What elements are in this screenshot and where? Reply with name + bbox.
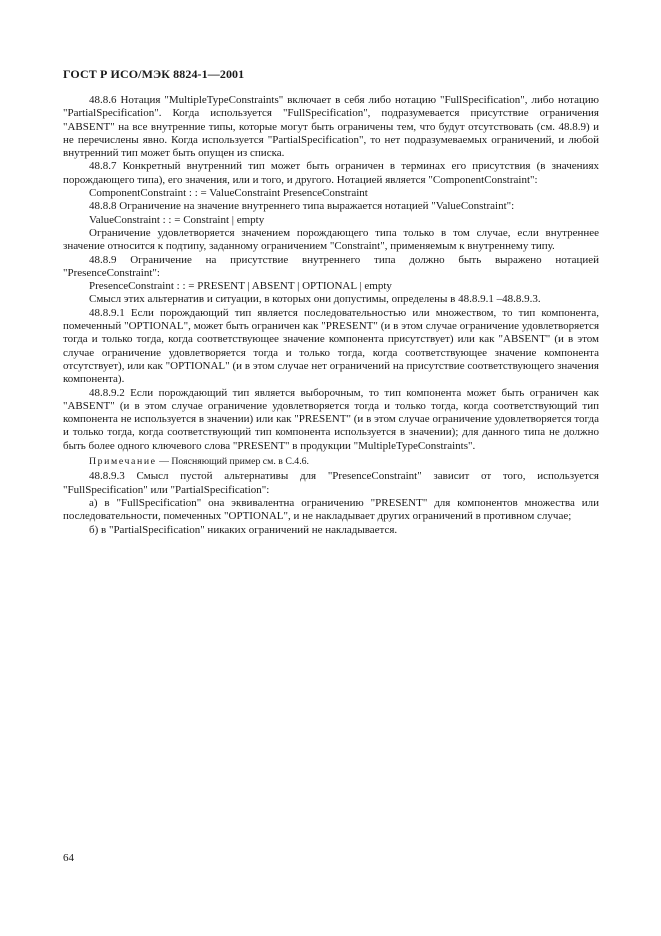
- list-item-a: а) в "FullSpecification" она эквивалентна ограничению "PRESENT" для компонентов множества или последовательности, помеченных "OPTIONAL", и не накладывает других ограничений в противном случае;: [63, 496, 599, 523]
- formula-presence-constraint: PresenceConstraint : : = PRESENT | ABSENT | OPTIONAL | empty: [89, 280, 392, 293]
- list-item-b: б) в "PartialSpecification" никаких ограничений не накладывается.: [89, 523, 398, 536]
- note-paragraph: [63, 455, 599, 468]
- paragraph-constraint-satisfaction: Ограничение удовлетворяется значением порождающего типа только в том случае, если внутреннее значение относится к подтипу, заданному ограничением "Constraint", применяемым к внутреннему типу.: [63, 226, 599, 253]
- paragraph-48-8-9-2: 48.8.9.2 Если порождающий тип является выборочным, то тип компонента может быть ограничен как "ABSENT" (и в этом случае ограничение удовлетворяется тогда и только тогда, когда соответствующий тип компонента не используется в значении) или как "PRESENT" (и в этом случае ограничение удовлетворяется тогда и только тогда, когда соответствующий тип компонента используется в значении); для данного типа не должно быть более одного ключевого слова "PRESENT" в продукции "MultipleTypeConstraints".: [63, 386, 599, 452]
- document-body: [63, 94, 599, 537]
- document-header: ГОСТ Р ИСО/МЭК 8824-1—2001: [63, 67, 245, 81]
- formula-value-constraint: ValueConstraint : : = Constraint | empty: [89, 213, 265, 226]
- paragraph-48-8-9: 48.8.9 Ограничение на присутствие внутреннего типа должно быть выражено нотацией "PresenceConstraint":: [63, 253, 599, 279]
- paragraph-48-8-9-3: 48.8.9.3 Смысл пустой альтернативы для "PresenceConstraint" зависит от того, используется "FullSpecification" или "PartialSpecification":: [63, 470, 599, 496]
- note-label: Примечание: [89, 456, 157, 468]
- note-text: — Поясняющий пример см. в С.4.6.: [156, 456, 310, 468]
- paragraph-48-8-8: 48.8.8 Ограничение на значение внутреннего типа выражается нотацией "ValueConstraint":: [89, 200, 515, 213]
- formula-component-constraint: ComponentConstraint : : = ValueConstraint PresenceConstraint: [89, 187, 368, 200]
- paragraph-alternatives-meaning: Смысл этих альтернатив и ситуации, в которых они допустимы, определены в 48.8.9.1 –48.8.9.3.: [89, 293, 541, 306]
- paragraph-48-8-9-1: 48.8.9.1 Если порождающий тип является последовательностью или множеством, то тип компонента, помеченный "OPTIONAL", может быть ограничен как "PRESENT" (и в этом случае ограничение удовлетворяется тогда и только тогда, когда соответствующее значение компонента присутствует) или как "ABSENT" (и в этом случае ограничение удовлетворяется тогда и только тогда, когда соответствующее значение компонента отсутствует), или как "OPTIONAL" (и в этом случае нет ограничений на присутствие соответствующего значения компонента).: [63, 306, 599, 386]
- page-number: 64: [63, 852, 74, 864]
- paragraph-48-8-6: 48.8.6 Нотация "MultipleTypeConstraints" включает в себя либо нотацию "FullSpecification", либо нотацию "PartialSpecification". Когда используется "FullSpecification", подразумевается присутствие ограничения "ABSENT" на все внутренние типы, которые могут быть ограничены тем, что будут отсутствовать (см. 48.8.9) и не перечислены явно. Когда используется "PartialSpecification", то нет подразумеваемых ограничений, и любой внутренний тип может быть опущен из списка.: [63, 94, 599, 160]
- paragraph-48-8-7: 48.8.7 Конкретный внутренний тип может быть ограничен в терминах его присутствия (в значениях порождающего типа), его значения, или и того, и другого. Нотацией является "ComponentConstraint":: [63, 160, 599, 186]
